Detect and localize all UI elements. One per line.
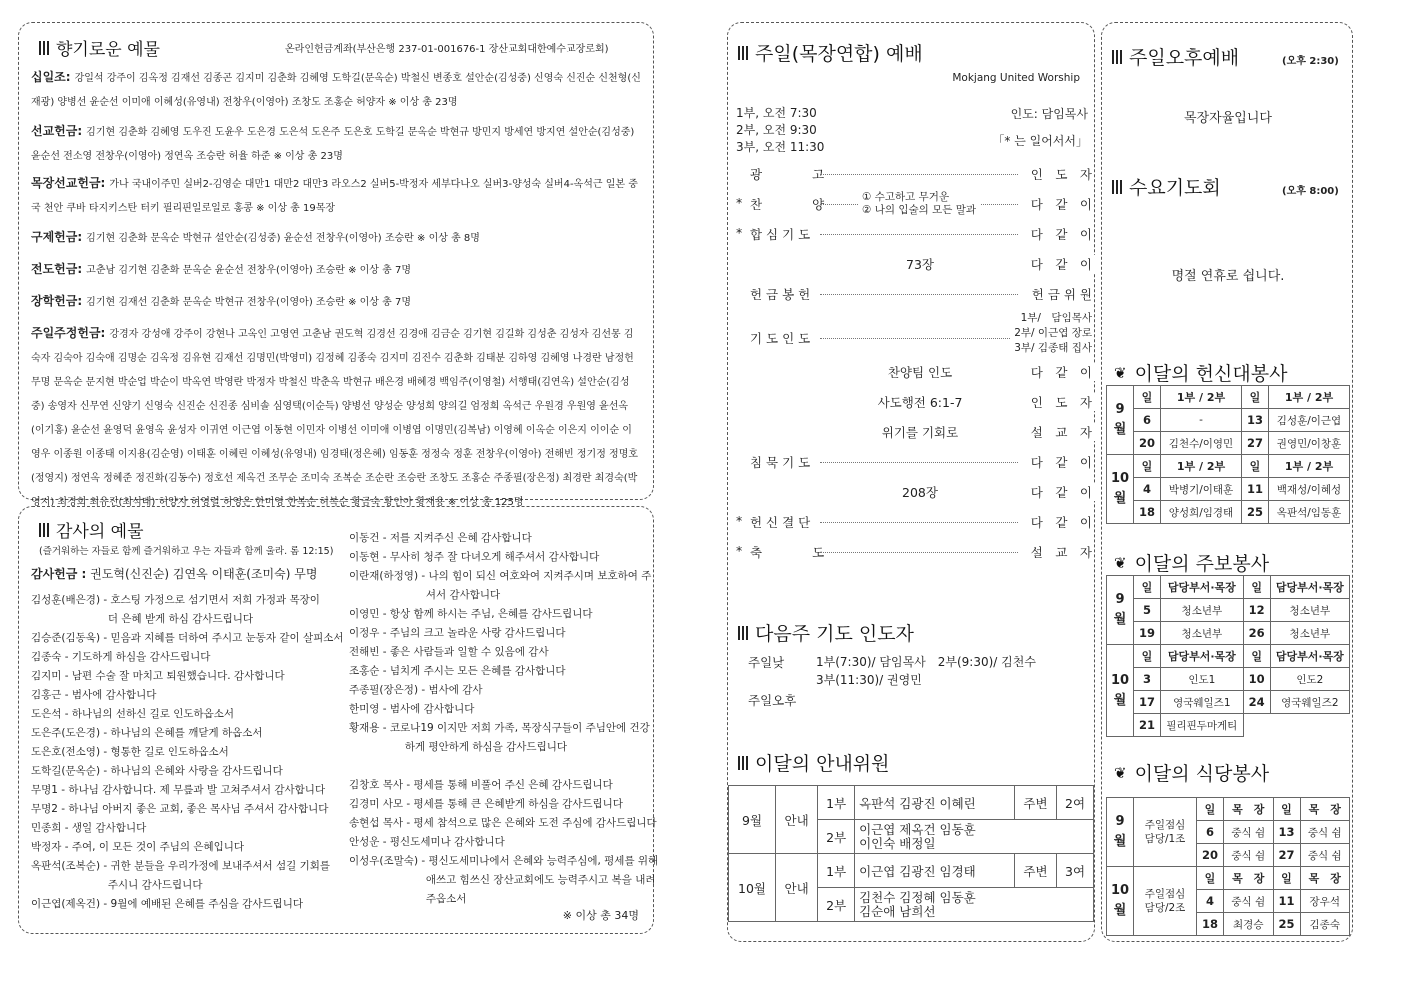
usher-names: 옥판석 김광진 이혜린 [855, 786, 1015, 820]
duty-row [1107, 478, 1350, 501]
order-leader: 다 같 이 [1027, 453, 1092, 471]
duty-person: 중식 쉼 [1224, 821, 1274, 844]
stand-note: 「* 는 일어서서」 [992, 134, 1088, 148]
order-leader: 헌 금 위 원 [1028, 285, 1092, 303]
thanks-box [18, 506, 659, 934]
duty-head: 1부 / 2부 [1269, 386, 1350, 409]
duty-day: 13 [1273, 821, 1300, 844]
dedication-title: 이달의 헌신대봉사 [1134, 363, 1288, 385]
order-name: 찬 양 [750, 197, 825, 212]
duty-day: 3 [1134, 668, 1161, 691]
ushers-heading [738, 749, 890, 776]
duty-head: 일 [1273, 798, 1300, 821]
duty-day: 27 [1273, 844, 1300, 867]
thanks-item: 조홍순 - 넘치게 주시는 모든 은혜를 감사합니다 [349, 665, 566, 677]
worship-time: 1부, 오전 7:30 [736, 106, 817, 120]
afternoon-heading [1112, 43, 1239, 70]
offering-label: 십일조: [31, 70, 71, 84]
thanks-item: 도은석 - 하나님의 선하신 길로 인도하옵소서 [31, 708, 235, 720]
wednesday-title: 수요기도회 [1129, 177, 1221, 199]
order-row [728, 161, 1096, 191]
order-row [728, 311, 1096, 359]
thanks-item: 애쓰고 힘쓰신 장산교회에도 능력주시고 복을 내려 [349, 874, 656, 886]
thanks-item: 이근엽(제옥건) - 9월에 예배된 은혜를 주심을 감사드립니다 [31, 898, 303, 910]
duty-person: 최경승 [1224, 913, 1274, 936]
worship-box [727, 22, 1095, 942]
order-leader: 다 같 이 [1027, 195, 1092, 213]
usher-names: 이근엽 김광진 임경태 [855, 854, 1015, 888]
afternoon-text: 목장자율입니다 [1184, 111, 1272, 126]
order-content: 찬양팀 인도 [728, 363, 1112, 381]
offering-names: 가나 국내이주민 실버2-김영순 대만1 대만2 대만3 라오스2 실버5-박정자 세부다나오 실버3-양성숙 실버4-옥석근 일본 중국 천안 쿠바 타지키스탄 터키 필리핀일로일로 홍콩 ※ 이상 총 19목장 [31, 179, 638, 214]
duty-person: 중식 쉼 [1300, 821, 1350, 844]
order-star: * [736, 543, 743, 558]
order-leader: 설 교 자 [1027, 423, 1092, 441]
kitchen-heading [1114, 759, 1269, 786]
bulletin-table [1106, 575, 1350, 737]
offering-label: 목장선교헌금: [31, 176, 106, 190]
duty-head: 일 [1197, 867, 1224, 890]
duty-head: 목 장 [1224, 867, 1274, 890]
next-sunday-label: 주일낮 [748, 655, 785, 670]
next-prayer-title: 다음주 기도 인도자 [755, 623, 914, 645]
offering-row [31, 257, 641, 281]
duty-label: 주일점심 담당/1조 [1134, 798, 1197, 867]
duty-head: 목 장 [1224, 798, 1274, 821]
duty-day: 18 [1134, 501, 1161, 524]
usher-month: 10월 [729, 854, 776, 922]
offering-row [31, 65, 641, 113]
heading-mark-icon [1112, 50, 1123, 64]
duty-row [1107, 409, 1350, 432]
kitchen-table [1106, 797, 1350, 936]
order-leader: 다 같 이 [1027, 483, 1092, 501]
duty-head-row [1107, 645, 1350, 668]
order-dots [820, 174, 1018, 175]
thanks-item: 김홍근 - 범사에 감사합니다 [31, 689, 157, 701]
thanks-item: 박정자 - 주여, 이 모든 것이 주님의 은혜입니다 [31, 841, 245, 853]
thanks-item: 도은주(도은경) - 하나님의 은혜를 깨닫게 하옵소서 [31, 727, 263, 739]
thanks-left-list [31, 591, 344, 914]
offering-label: 장학헌금: [31, 294, 83, 308]
thanks-item: 한미영 - 범사에 감사합니다 [349, 703, 475, 715]
duty-day: 18 [1197, 913, 1224, 936]
thanks-item: 민종희 - 생일 감사합니다 [31, 822, 147, 834]
thanks-item: 김성훈(배은경) - 호스팅 가정으로 섬기면서 저희 가정과 목장이 [31, 594, 320, 606]
duty-person: 영국웨일즈2 [1270, 691, 1349, 714]
duty-person: 청소년부 [1270, 622, 1349, 645]
duty-head: 일 [1134, 576, 1161, 599]
duty-day: 13 [1242, 409, 1269, 432]
offering-names: 김기현 김재선 김춘화 문옥순 박현규 전창우(이영아) 조승란 ※ 이상 총 7명 [86, 297, 411, 308]
duty-head-row [1107, 867, 1350, 890]
offering-label: 구제헌금: [31, 230, 83, 244]
duty-day: 25 [1273, 913, 1300, 936]
wednesday-text: 명절 연휴로 쉽니다. [1171, 269, 1285, 284]
order-dots [820, 294, 1018, 295]
duty-person: 인도2 [1270, 668, 1349, 691]
order-row [728, 359, 1096, 389]
duty-day: 19 [1134, 622, 1161, 645]
order-name: 침 묵 기 도 [750, 455, 811, 470]
offering-names: 김기현 김춘화 김혜영 도우진 도윤우 도은경 도은석 도은주 도은호 도학길 문옥순 박현규 방민지 방세연 방지연 설안순(김성중) 윤순선 전소영 전창우(이영아) 정연옥 조승란 허율 하준 ※ 이상 총 23명 [31, 127, 635, 162]
duty-month: 10 월 [1107, 455, 1134, 524]
usher-names: 이근엽 제옥건 임동훈 이인숙 배정일 [855, 820, 1094, 854]
duty-head: 담당부서·목장 [1161, 645, 1244, 668]
duty-person: 옥판석/임동훈 [1269, 501, 1350, 524]
offering-row [31, 171, 641, 219]
thanks-item: 옥판석(조복순) - 귀한 분들을 우리가정에 보내주셔서 섬길 기회를 [31, 860, 331, 872]
thanks-item: 도은호(전소영) - 형통한 길로 인도하옵소서 [31, 746, 229, 758]
thanks-offering-text: 권도혁(신진순) 김연옥 이태훈(조미숙) 무명 [90, 567, 318, 581]
thanks-title: 감사의 예물 [56, 522, 144, 542]
dedication-table [1106, 385, 1350, 524]
usher-row [729, 786, 1094, 820]
worship-subtitle: Mokjang United Worship [952, 72, 1080, 84]
heading-mark-icon [39, 41, 50, 55]
duty-head: 담당부서·목장 [1161, 576, 1244, 599]
duty-person: 청소년부 [1161, 599, 1244, 622]
usher-count: 3여 [1057, 854, 1094, 888]
duty-person: 장우석 [1300, 890, 1350, 913]
duty-day: 25 [1242, 501, 1269, 524]
duty-head: 일 [1134, 455, 1161, 478]
bulletin-heading [1114, 549, 1269, 576]
order-leader: 다 같 이 [1027, 363, 1092, 381]
offering-heading [39, 35, 160, 60]
ushers-title: 이달의 안내위원 [755, 753, 890, 775]
heading-mark-icon [39, 523, 50, 537]
thanks-item: 주시니 감사드립니다 [31, 879, 203, 891]
worship-title: 주일(목장연합) 예배 [755, 43, 923, 65]
offering-row [31, 225, 641, 249]
usher-month: 9월 [729, 786, 776, 854]
order-row [728, 389, 1096, 419]
worship-leader: 인도: 담임목사 [1010, 107, 1088, 121]
order-row [728, 221, 1096, 251]
usher-names: 김천수 김정혜 임동훈 김순애 남희선 [855, 888, 1094, 922]
offering-label: 선교헌금: [31, 124, 83, 138]
duty-head-row [1107, 798, 1350, 821]
duty-row [1107, 714, 1350, 737]
heading-mark-icon [738, 626, 749, 640]
duty-day [1243, 714, 1270, 737]
order-row [728, 419, 1096, 449]
bulletin-title: 이달의 주보봉사 [1134, 553, 1270, 575]
duty-row [1107, 622, 1350, 645]
thanks-right-list [349, 529, 658, 909]
thanks-item: 전해빈 - 좋은 사람들과 일할 수 있음에 감사 [349, 646, 549, 658]
thanks-verse: (즐거워하는 자들로 함께 즐거워하고 우는 자들과 함께 울라. 롬 12:15) [39, 546, 334, 557]
bullet-icon: ❦ [1114, 763, 1127, 782]
bullet-icon: ❦ [1114, 363, 1127, 382]
offering-label: 주일주정헌금: [31, 326, 106, 340]
duty-day: 24 [1243, 691, 1270, 714]
thanks-item: 김종숙 - 기도하게 하심을 감사드립니다 [31, 651, 211, 663]
thanks-item: 김경미 사모 - 평세를 통해 큰 은혜받게 하심을 감사드립니다 [349, 798, 623, 810]
duty-head-row [1107, 386, 1350, 409]
afternoon-title: 주일오후예배 [1129, 47, 1240, 69]
duty-day: 20 [1197, 844, 1224, 867]
duty-person: 김성훈/이근엽 [1269, 409, 1350, 432]
order-content: 사도행전 6:1-7 [728, 393, 1112, 411]
offering-row [31, 289, 641, 313]
order-dots [820, 522, 1018, 523]
duty-person: 중식 쉼 [1224, 890, 1274, 913]
duty-head: 일 [1134, 645, 1161, 668]
order-content: 73장 [728, 255, 1112, 273]
duty-head: 1부 / 2부 [1161, 455, 1242, 478]
offering-names: 고춘남 김기현 김춘화 문옥순 윤순선 전창우(이영아) 조승란 ※ 이상 총 7명 [86, 265, 411, 276]
thanks-item: 이란재(하정영) - 나의 힘이 되신 여호와여 지켜주시며 보호하여 주 [349, 570, 652, 582]
order-dots [820, 234, 1018, 235]
order-leader: 다 같 이 [1027, 225, 1092, 243]
duty-person: 백재성/이혜성 [1269, 478, 1350, 501]
thanks-offering [31, 565, 317, 582]
usher-where: 주변 [1014, 854, 1056, 888]
duty-head-row [1107, 455, 1350, 478]
order-name: 헌 금 봉 헌 [750, 287, 811, 302]
usher-part: 2부 [818, 820, 855, 854]
order-leader: 다 같 이 [1027, 255, 1092, 273]
worship-times [736, 105, 824, 156]
worship-time: 3부, 오전 11:30 [736, 140, 825, 154]
order-dots [820, 462, 1018, 463]
duty-day: 11 [1242, 478, 1269, 501]
order-name: 기 도 인 도 [750, 331, 811, 346]
offering-title: 향기로운 예물 [56, 40, 160, 60]
duty-head: 일 [1243, 645, 1270, 668]
duty-day: 4 [1134, 478, 1161, 501]
order-star: * [736, 195, 743, 210]
order-row [728, 509, 1096, 539]
order-name: 축 도 [750, 545, 825, 560]
online-account: 온라인헌금계좌(부산은행 237-01-001676-1 장산교회대한예수교장로회) [285, 44, 609, 55]
duty-day: 6 [1197, 821, 1224, 844]
wednesday-heading [1112, 173, 1221, 200]
duty-label: 주일점심 담당/2조 [1134, 867, 1197, 936]
usher-role: 안내 [776, 786, 818, 854]
duty-month: 10 월 [1107, 867, 1134, 936]
duty-person: 필리핀두마게티 [1161, 714, 1244, 737]
usher-role: 안내 [776, 854, 818, 922]
duty-head: 담당부서·목장 [1270, 645, 1349, 668]
order-leader: 설 교 자 [1027, 543, 1092, 561]
order-leader: 1부/ 담임목사 2부/ 이근엽 장로 3부/ 김종태 집사 [1010, 311, 1092, 356]
order-dots [820, 338, 1018, 339]
duty-head: 일 [1242, 455, 1269, 478]
usher-where: 주변 [1014, 786, 1056, 820]
thanks-item: 황재용 - 코로나19 이지만 저희 가족, 목장식구들이 주님안에 건강 [349, 722, 650, 734]
thanks-item: 김지미 - 남편 수술 잘 마치고 퇴원했습니다. 감사합니다 [31, 670, 285, 682]
duty-day: 4 [1197, 890, 1224, 913]
duty-head: 일 [1134, 386, 1161, 409]
order-row [728, 539, 1096, 569]
thanks-total: ※ 이상 총 34명 [562, 909, 639, 922]
offering-label: 전도헌금: [31, 262, 83, 276]
duty-head: 1부 / 2부 [1161, 386, 1242, 409]
usher-part: 2부 [818, 888, 855, 922]
duty-month: 9 월 [1107, 798, 1134, 867]
duty-day: 6 [1134, 409, 1161, 432]
thanks-item: 셔서 감사합니다 [349, 589, 501, 601]
duty-month: 9 월 [1107, 576, 1134, 645]
duty-person: 청소년부 [1270, 599, 1349, 622]
duty-row [1107, 599, 1350, 622]
order-star: * [736, 225, 743, 240]
offering-names: 김기현 김춘화 문옥순 박현규 설안순(김성중) 윤순선 전창우(이영아) 조승란 ※ 이상 총 8명 [86, 233, 480, 244]
order-name: 합 심 기 도 [750, 227, 811, 242]
thanks-item: 무명1 - 하나님 감사합니다. 제 무릎과 발 고쳐주셔서 감사합니다 [31, 784, 326, 796]
duty-person [1270, 714, 1349, 737]
duty-row [1107, 501, 1350, 524]
order-name: 광 고 [750, 167, 825, 182]
thanks-item: 안성운 - 평신도세미나 감사합니다 [349, 836, 505, 848]
usher-part: 1부 [818, 786, 855, 820]
order-row [728, 449, 1096, 479]
duty-row [1107, 668, 1350, 691]
offering-names: 강일석 강주이 김옥정 김재선 김종곤 김지미 김춘화 김혜영 도학길(문옥순) 박철신 변종호 설안순(김성중) 신영숙 신진순 신천형(신재광) 양병선 윤순선 이미애 이혜성(유영내) 전창우(이영아) 조창도 조홍순 허양자 ※ 이상 총 23명 [31, 73, 641, 108]
thanks-item: 김승준(김동욱) - 믿음과 지혜를 더하여 주시고 눈동자 같이 살피소서 [31, 632, 344, 644]
duty-person: 중식 쉼 [1224, 844, 1274, 867]
duty-head: 담당부서·목장 [1270, 576, 1349, 599]
ushers-table [728, 785, 1094, 922]
duty-day: 11 [1273, 890, 1300, 913]
usher-part: 1부 [818, 854, 855, 888]
order-leader: 인 도 자 [1027, 165, 1092, 183]
duty-head-row [1107, 576, 1350, 599]
thanks-heading [39, 517, 144, 542]
duty-day: 26 [1243, 622, 1270, 645]
thanks-offering-label: 감사헌금 : [31, 567, 87, 581]
duty-day: 10 [1243, 668, 1270, 691]
next-sunday-line1: 1부(7:30)/ 담임목사 2부(9:30)/ 김천수 [816, 655, 1036, 669]
duty-person: 인도1 [1161, 668, 1244, 691]
duty-day: 27 [1242, 432, 1269, 455]
order-row [728, 479, 1096, 509]
thanks-item: 이동건 - 저를 지켜주신 은혜 감사합니다 [349, 532, 532, 544]
worship-time: 2부, 오전 9:30 [736, 123, 817, 137]
duty-month: 9 월 [1107, 386, 1134, 455]
bullet-icon: ❦ [1114, 553, 1127, 572]
order-content: 위기를 기회로 [728, 423, 1112, 441]
order-name: 헌 신 결 단 [750, 515, 811, 530]
next-afternoon-label: 주일오후 [748, 693, 797, 708]
kitchen-title: 이달의 식당봉사 [1134, 763, 1270, 785]
thanks-item [349, 757, 658, 776]
duty-day: 5 [1134, 599, 1161, 622]
order-leader: 인 도 자 [1027, 393, 1092, 411]
heading-mark-icon [738, 756, 749, 770]
order-leader: 다 같 이 [1027, 513, 1092, 531]
order-content: ① 수고하고 무거운 ② 나의 입술의 모든 말과 [858, 191, 980, 217]
heading-mark-icon [1112, 180, 1123, 194]
next-prayer-heading [738, 619, 914, 646]
order-content: 208장 [728, 483, 1112, 501]
thanks-item: 이정우 - 주님의 크고 놀라운 사랑 감사드립니다 [349, 627, 566, 639]
duty-day: 17 [1134, 691, 1161, 714]
order-dots [820, 552, 1018, 553]
duty-person: 양성희/임경태 [1161, 501, 1242, 524]
duty-person: 영국웨일즈1 [1161, 691, 1244, 714]
wednesday-time: (오후 8:00) [1282, 186, 1339, 197]
duty-row [1107, 432, 1350, 455]
duty-day: 12 [1243, 599, 1270, 622]
usher-row [729, 854, 1094, 888]
duty-head: 목 장 [1300, 867, 1350, 890]
heading-mark-icon [738, 46, 749, 60]
thanks-item: 도학길(문옥순) - 하나님의 은혜와 사랑을 감사드립니다 [31, 765, 283, 777]
duty-head: 일 [1243, 576, 1270, 599]
duty-person: 박병기/이태훈 [1161, 478, 1242, 501]
duty-person: - [1161, 409, 1242, 432]
thanks-item: 하게 평안하게 하심을 감사드립니다 [349, 741, 567, 753]
offering-box [18, 22, 654, 508]
next-sunday-line2: 3부(11:30)/ 권영민 [816, 673, 922, 687]
duty-head: 일 [1273, 867, 1300, 890]
duty-head: 1부 / 2부 [1269, 455, 1350, 478]
duty-person: 중식 쉼 [1300, 844, 1350, 867]
duty-head: 목 장 [1300, 798, 1350, 821]
thanks-item: 이동현 - 무사히 청주 잘 다녀오게 해주셔서 감사합니다 [349, 551, 600, 563]
thanks-item: 이영민 - 항상 함께 하시는 주님, 은혜를 감사드립니다 [349, 608, 593, 620]
duty-person: 청소년부 [1161, 622, 1244, 645]
thanks-item: 더 은혜 받게 하심 감사드립니다 [31, 613, 254, 625]
offering-row [31, 321, 641, 513]
afternoon-time: (오후 2:30) [1282, 56, 1339, 67]
duty-day: 21 [1134, 714, 1161, 737]
duty-head: 일 [1242, 386, 1269, 409]
worship-heading [738, 39, 923, 66]
duty-row [1107, 691, 1350, 714]
thanks-item: 주종필(장은정) - 범사에 감사 [349, 684, 483, 696]
duty-person: 김천수/이영민 [1161, 432, 1242, 455]
duty-person: 권영민/이창훈 [1269, 432, 1350, 455]
order-row [728, 251, 1096, 281]
side-box [1101, 22, 1353, 942]
order-star: * [736, 513, 743, 528]
duty-day: 20 [1134, 432, 1161, 455]
thanks-item: 이성우(조말숙) - 평신도세미나에서 은혜와 능력주심에, 평세를 위해 [349, 855, 659, 867]
order-row [728, 281, 1096, 311]
duty-month: 10 월 [1107, 645, 1134, 737]
offering-row [31, 119, 641, 167]
thanks-item: 주옵소서 [349, 893, 467, 905]
duty-person: 김종숙 [1300, 913, 1350, 936]
usher-count: 2여 [1057, 786, 1094, 820]
thanks-item: 김창호 목사 - 평세를 통해 비풀어 주신 은혜 감사드립니다 [349, 779, 613, 791]
offering-names: 강경자 강성애 강주이 강현나 고옥인 고영연 고춘남 권도혁 김경선 김경애 김금순 김기현 김길화 김성춘 김성자 김선몽 김숙자 김숙아 김숙애 김명순 김옥정 김유현 김재선 김명민(박영미) 김정혜 김종숙 김지미 김진수 김춘화 김태분 김하영 김혜영 나경란 남정헌 무명 문옥순 문지현 박순업 박순이 박옥연 박영란 박정자 박철신 박춘옥 박현규 배은경 배혜경 백임주(이영철) 서행태(김연옥) 설안순(김성중) 송영자 신무연 신양기 신영숙 신진순 신진종 심비솔 심영택(이순득) 양병선 양성순 양성희 양의길 엄정희 옥석근 우원경 우원영 윤선옥(이기홍) 윤순선 윤영덕 윤영옥 윤성자 이귀연 이근엽 이동현 이민자 이병선 이미애 이병엽 이명민(김복남) 이영혜 이옥순 이은지 이이순 이영우 이종원 이종태 이지용(김순영) 이태훈 이혜린 이혜성(유영내) 임경태(정은혜) 임동훈 정정숙 정훈 전창우(이영아) 전해빈 정기정 정명호(정영지) 정연옥 정혜준 정진화(김동수) 정호선 제옥건 조무순 조미숙 조복순 조순란 조승란 조창도 조홍순 주종필(장은정) 최경란 최경숙(박영지) 최경희 최유진(최석태) 허양자 허영렬 허영은 한미영 한복순 허복순 황금숙 황인아 황재용 ※ 이상 총 125명 [31, 329, 639, 508]
thanks-item: 무명2 - 하나님 아버지 좋은 교회, 좋은 목사님 주셔서 감사합니다 [31, 803, 329, 815]
dedication-heading [1114, 359, 1287, 386]
order-row [728, 191, 1096, 221]
duty-head: 일 [1197, 798, 1224, 821]
thanks-item: 송현섭 목사 - 평세 참석으로 많은 은혜와 도전 주심에 감사드립니다 [349, 817, 657, 829]
